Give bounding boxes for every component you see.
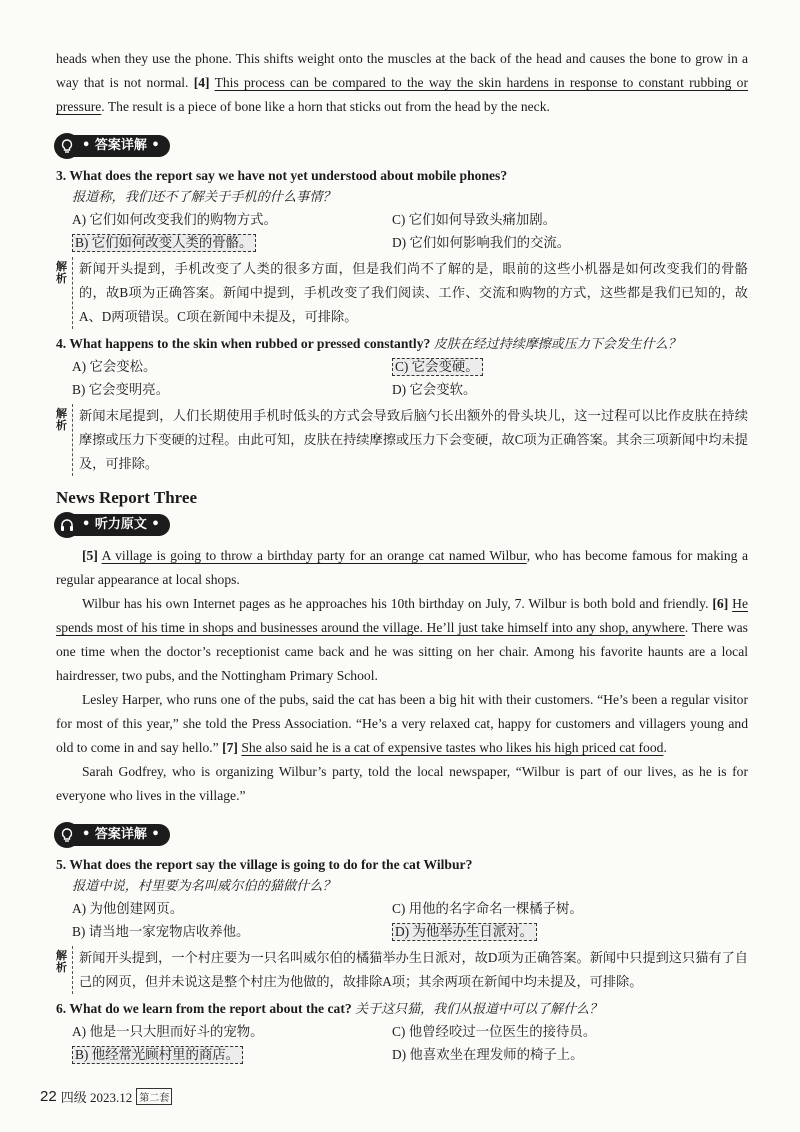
marker-6: [6] <box>712 596 729 611</box>
analysis-text: 新闻末尾提到，人们长期使用手机时低头的方式会导致后脑勺长出额外的骨头块儿，这一过程可以比作皮肤在持续摩擦或压力下变硬的过程。由此可知，皮肤在持续摩擦或压力下会变硬，故C项为正确答案。其余三项新闻中均未提及，可排除。 <box>72 404 748 476</box>
question-6-options <box>56 1021 748 1067</box>
page-number: 22 <box>40 1088 57 1105</box>
question-3-cn: 报道称，我们还不了解关于手机的什么事情？ <box>72 190 336 205</box>
analysis-4 <box>56 404 748 476</box>
analysis-3 <box>56 257 748 329</box>
option-b: B) 请当地一家宠物店收养他。 <box>72 924 250 939</box>
answer-section-header-2 <box>56 822 748 848</box>
marker-5: [5] <box>82 548 98 563</box>
option-a: A) 它们如何改变我们的购物方式。 <box>72 212 277 227</box>
option-d: D) 它们如何影响我们的交流。 <box>392 235 571 250</box>
option-c: C) 它们如何导致头痛加剧。 <box>392 212 557 227</box>
question-4-cn: 皮肤在经过持续摩擦或压力下会发生什么？ <box>433 337 681 352</box>
issue-label: 四级 2023.12 <box>60 1090 133 1105</box>
intro-paragraph <box>56 47 748 119</box>
transcript-paragraph-4: Sarah Godfrey, who is organizing Wilbur’s party, told the local newspaper, “Wilbur is part of our lives, as he is for everyone who lives in the village.” <box>56 764 748 803</box>
question-6: 6. What do we learn from the report about the cat? 关于这只猫，我们从报道中可以了解什么？ <box>56 1001 603 1017</box>
question-6-text: What do we learn from the report about the cat? <box>69 1001 352 1016</box>
option-d-correct: D) 为他举办生日派对。 <box>392 921 762 944</box>
option-a: A) 为他创建网页。 <box>72 901 184 916</box>
question-5-options <box>56 898 748 944</box>
option-c-correct: C) 它会变硬。 <box>392 356 762 379</box>
section-label: • 答案详解 • <box>74 135 170 157</box>
intro-text: heads when they use the phone. This shifts weight onto the muscles at the back of the head and causes the bone to grow in a way that is not normal. <box>56 51 748 90</box>
volume-badge: 第二套 <box>136 1088 172 1105</box>
analysis-text: 新闻开头提到，手机改变了人类的很多方面，但是我们尚不了解的是，眼前的这些小机器是如何改变我们的骨骼的，故B项为正确答案。新闻中提到，手机改变了我们阅读、工作、交流和购物的方式，这些都是我们已知的，故A、D两项错误。C项在新闻中未提及，可排除。 <box>72 257 748 329</box>
analysis-tag: 解析 <box>56 260 67 285</box>
marker-7: [7] <box>222 740 238 755</box>
transcript-section-header <box>56 512 748 538</box>
question-3: 3. What does the report say we have not yet understood about mobile phones? <box>56 168 508 183</box>
question-4: 4. What happens to the skin when rubbed or pressed constantly? 皮肤在经过持续摩擦或压力下会发生什么？ <box>56 336 681 352</box>
option-b-correct: B) 他经常光顾村里的商店。 <box>72 1044 392 1067</box>
option-a: A) 它会变松。 <box>72 359 157 374</box>
key-sentence-5: A village is going to throw a birthday party for an orange cat named Wilbur <box>101 548 527 563</box>
section-label: • 听力原文 • <box>74 514 170 536</box>
section-label: • 答案详解 • <box>74 824 170 846</box>
document-page <box>56 47 748 1067</box>
page-footer <box>40 1087 172 1106</box>
analysis-text: 新闻开头提到，一个村庄要为一只名叫威尔伯的橘猫举办生日派对，故D项为正确答案。新闻中只提到这只猫有了自己的网页，但并未说这是整个村庄为他做的，故排除A项；其余两项在新闻中均未提及，可排除。 <box>72 946 748 994</box>
option-d: D) 它会变软。 <box>392 382 477 397</box>
option-b: B) 它会变明亮。 <box>72 382 170 397</box>
option-a: A) 他是一只大胆而好斗的宠物。 <box>72 1024 264 1039</box>
analysis-5 <box>56 946 748 994</box>
option-c: C) 他曾经咬过一位医生的接待员。 <box>392 1024 597 1039</box>
marker-4: [4] <box>193 75 210 90</box>
transcript-paragraph-2: Wilbur has his own Internet pages as he approaches his 10th birthday on July, 7. Wilbur is both bold and friendly. [6] He spends most of his time in shops and businesses around the village. He’ll just take himself into any shop, anywhere. There was one time when the doctor’s receptionist came back and he was sitting on her chair. Among his favorite haunts are a local hairdresser, two pubs, and the Nottingham Primary School. <box>56 596 748 683</box>
question-3-text: What does the report say we have not yet understood about mobile phones? <box>69 168 508 183</box>
option-b-correct: B) 它们如何改变人类的骨骼。 <box>72 232 392 255</box>
question-5: 5. What does the report say the village is going to do for the cat Wilbur? <box>56 857 473 872</box>
question-4-options <box>56 356 748 402</box>
news-report-title: News Report Three <box>56 488 198 507</box>
transcript-paragraph-1: [5] A village is going to throw a birthday party for an orange cat named Wilbur, who has become famous for making a regular appearance at local shops. <box>56 548 748 587</box>
transcript-paragraph-3: Lesley Harper, who runs one of the pubs, said the cat has been a big hit with their customers. “He’s been a regular visitor for most of this year,” she told the Press Association. “He’s a very relaxed cat, happy for customers and villagers young and old to come in and say hello.” [7] She also said he is a cat of expensive tastes who likes his high priced cat food. <box>56 692 748 755</box>
answer-section-header <box>56 133 748 159</box>
question-3-options <box>56 209 748 255</box>
option-c: C) 用他的名字命名一棵橘子树。 <box>392 901 583 916</box>
analysis-tag: 解析 <box>56 949 67 974</box>
question-4-text: What happens to the skin when rubbed or pressed constantly? <box>69 336 431 351</box>
key-sentence-4: This process can be compared to the way the skin hardens in response to constant rubbing or pressure <box>56 75 749 114</box>
question-6-cn: 关于这只猫，我们从报道中可以了解什么？ <box>355 1002 603 1017</box>
question-5-cn: 报道中说，村里要为名叫威尔伯的猫做什么？ <box>72 879 336 894</box>
analysis-tag: 解析 <box>56 407 67 432</box>
key-sentence-6: He spends most of his time in shops and businesses around the village. He’ll just take himself into any shop, anywhere <box>56 596 748 635</box>
key-sentence-7: She also said he is a cat of expensive tastes who likes his high priced cat food <box>241 740 664 755</box>
intro-text-end: . The result is a piece of bone like a horn that sticks out from the head by the neck. <box>101 99 550 114</box>
question-5-text: What does the report say the village is going to do for the cat Wilbur? <box>69 857 473 872</box>
option-d: D) 他喜欢坐在理发师的椅子上。 <box>392 1047 584 1062</box>
